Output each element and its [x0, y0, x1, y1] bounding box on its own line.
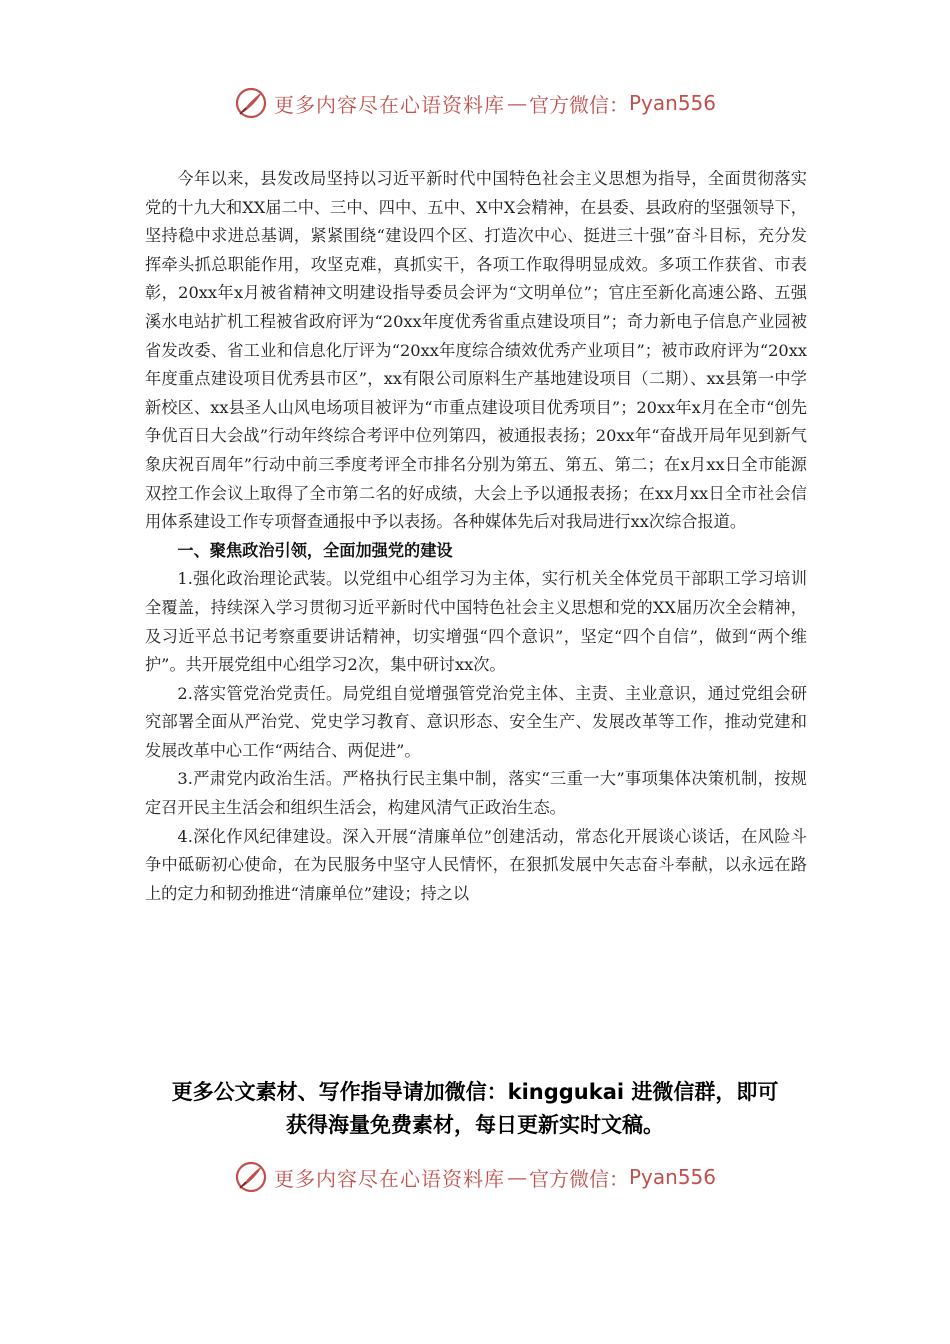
- item-paragraph-4: 4.深化作风纪律建设。深入开展“清廉单位”创建活动，常态化开展谈心谈话，在风险斗争中砥砺初心使命，在为民服务中坚守人民情怀，在狠抓发展中矢志奋斗奉献，以永远在路上的定力和韧劲推进“清廉单位”建设；持之以: [145, 826, 807, 903]
- quill-logo-icon: [234, 1160, 268, 1194]
- item-paragraph-1: 1.强化政治理论武装。以党组中心组学习为主体，实行机关全体党员干部职工学习培训全覆盖，持续深入学习贯彻习近平新时代中国特色社会主义思想和党的XX届历次全会精神，及习近平总书记考察重要讲话精神，切实增强“四个意识”，坚定“四个自信”，做到“两个维护”。共开展党组中心组学习2次，集中研讨xx次。: [145, 569, 807, 675]
- document-body: [145, 165, 807, 908]
- promo-notice: [100, 1076, 850, 1142]
- header-watermark-banner: [0, 86, 950, 120]
- brand-text: 更多内容尽在心语资料库: [273, 1166, 505, 1191]
- brand-text: 更多内容尽在心语资料库: [273, 92, 505, 117]
- wechat-label: 官方微信：: [528, 1166, 629, 1191]
- intro-paragraph: 今年以来，县发改局坚持以习近平新时代中国特色社会主义思想为指导，全面贯彻落实党的十九大和XX届二中、三中、四中、五中、X中X会精神，在县委、县政府的坚强领导下，坚持稳中求进总基调，紧紧围绕“建设四个区、打造次中心、挺进三十强”奋斗目标，充分发挥牵头抓总职能作用，攻坚克难，真抓实干，各项工作取得明显成效。多项工作获省、市表彰，20xx年x月被省精神文明建设指导委员会评为“文明单位”；官庄至新化高速公路、五强溪水电站扩机工程被省政府评为“20xx年度优秀省重点建设项目”；奇力新电子信息产业园被省发改委、省工业和信息化厅评为“20xx年度综合绩效优秀产业项目”；被市政府评为“20xx年度重点建设项目优秀县市区”，xx有限公司原料生产基地建设项目（二期）、xx县第一中学新校区、xx县圣人山风电场项目被评为“市重点建设项目优秀项目”；20xx年x月在全市“创先争优百日大会战”行动年终综合考评中位列第四，被通报表扬；20xx年“奋战开局年见到新气象庆祝百周年”行动中前三季度考评全市排名分别为第五、第五、第二；在x月xx日全市能源双控工作会议上取得了全市第二名的好成绩，大会上予以通报表扬；在xx月xx日全市社会信用体系建设工作专项督查通报中予以表扬。各种媒体先后对我局进行xx次综合报道。: [145, 169, 807, 532]
- quill-logo-icon: [234, 86, 268, 120]
- item-paragraph-3: 3.严肃党内政治生活。严格执行民主集中制，落实“三重一大”事项集体决策机制，按规定召开民主生活会和组织生活会，构建风清气正政治生态。: [145, 769, 807, 818]
- promo-line-2: 获得海量免费素材，每日更新实时文稿。: [286, 1113, 664, 1137]
- banner-separator: —: [506, 91, 527, 115]
- wechat-account-id: Pyan556: [628, 91, 716, 115]
- section-heading-1: 一、聚焦政治引领，全面加强党的建设: [177, 540, 453, 560]
- banner-separator: —: [506, 1165, 527, 1189]
- wechat-label: 官方微信：: [528, 92, 629, 117]
- promo-line-1: 更多公文素材、写作指导请加微信：kinggukai 进微信群，即可: [171, 1080, 779, 1104]
- footer-watermark-banner: [0, 1160, 950, 1194]
- item-paragraph-2: 2.落实管党治党责任。局党组自觉增强管党治党主体、主责、主业意识，通过党组会研究部署全面从严治党、党史学习教育、意识形态、安全生产、发展改革等工作，推动党建和发展改革中心工作“两结合、两促进”。: [145, 683, 807, 760]
- wechat-account-id: Pyan556: [628, 1165, 716, 1189]
